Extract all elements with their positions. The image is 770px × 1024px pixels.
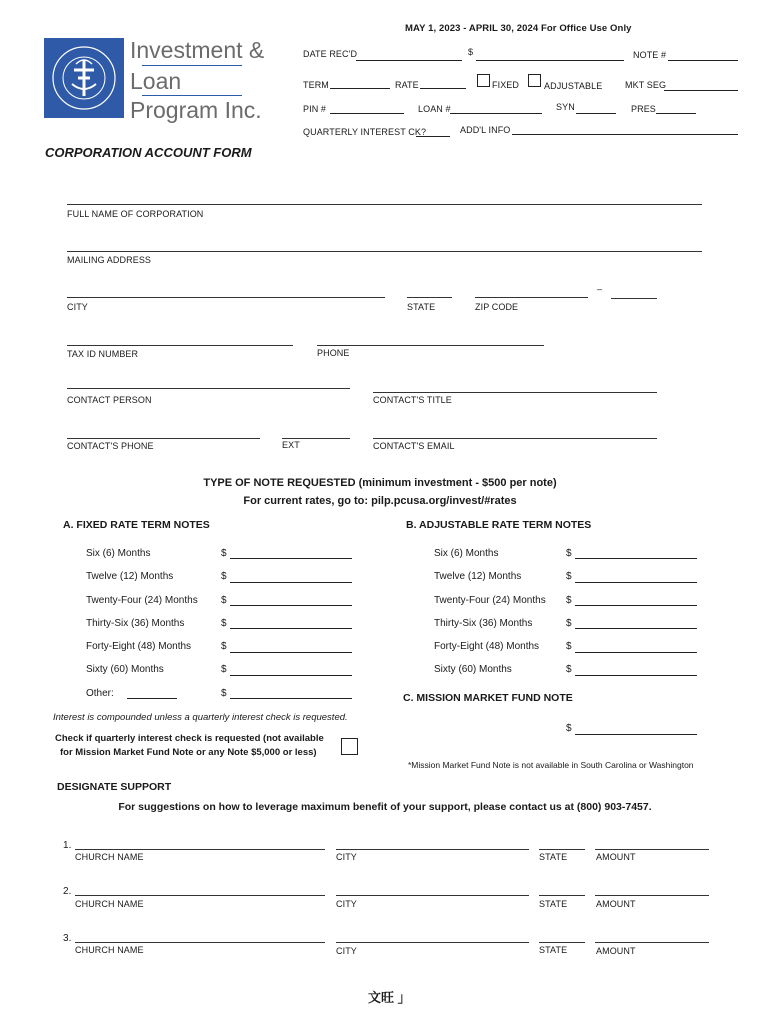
dollar-sign: $ [566,595,572,606]
contact-email-label: CONTACT'S EMAIL [373,441,455,451]
adjustable-term-label: Six (6) Months [434,548,499,559]
rate-label: RATE [395,80,419,90]
logo-line-program: Program Inc. [130,97,262,123]
church-state-label: STATE [539,852,568,862]
logo-divider [142,65,242,66]
corporation-name-label: FULL NAME OF CORPORATION [67,209,204,219]
city-label: CITY [67,302,88,312]
pin-field[interactable] [330,99,404,114]
contact-email-field[interactable] [373,424,657,439]
dollar-sign: $ [221,571,227,582]
loan-number-field[interactable] [450,99,542,114]
syn-field[interactable] [576,99,616,114]
church-city-label: CITY [336,946,357,956]
adjustable-term-label: Twenty-Four (24) Months [434,595,546,606]
phone-field[interactable] [317,331,544,346]
church-name-label: CHURCH NAME [75,899,144,909]
mission-market-footnote: *Mission Market Fund Note is not available in South Carolina or Washington [408,760,694,770]
church-amount-label: AMOUNT [596,899,636,909]
contact-phone-label: CONTACT'S PHONE [67,441,154,451]
fixed-other-amount[interactable] [230,684,352,699]
zip-dash: _ [597,280,603,290]
office-use-header: MAY 1, 2023 - APRIL 30, 2024 For Office Use Only [405,23,632,34]
adjustable-36-month-amount[interactable] [575,614,697,629]
dollar-sign: $ [221,595,227,606]
form-title: CORPORATION ACCOUNT FORM [45,145,252,160]
dollar-sign: $ [566,664,572,675]
note-number-label: NOTE # [633,50,667,60]
support-2-state-field[interactable] [539,881,585,896]
office-amount-field[interactable] [476,46,624,61]
zip-code-label: ZIP CODE [475,302,519,312]
state-field[interactable] [407,283,452,298]
support-1-state-field[interactable] [539,835,585,850]
pcusa-seal-logo [44,38,124,118]
contact-phone-field[interactable] [67,424,260,439]
support-1-amount-field[interactable] [595,835,709,850]
designate-support-heading: DESIGNATE SUPPORT [57,781,172,793]
mailing-address-field[interactable] [67,237,702,252]
footer-mark: 文旺 」 [368,990,411,1005]
adjustable-48-month-amount[interactable] [575,638,697,653]
corporation-name-field[interactable] [67,190,702,205]
dollar-sign: $ [221,688,227,699]
fixed-48-month-amount[interactable] [230,638,352,653]
term-label: TERM [303,80,329,90]
fixed-60-month-amount[interactable] [230,661,352,676]
fixed-term-label: Twelve (12) Months [86,571,174,582]
dollar-sign: $ [566,548,572,559]
church-state-label: STATE [539,945,568,955]
extension-label: EXT [282,440,300,450]
rate-field[interactable] [420,74,466,89]
adjustable-24-month-amount[interactable] [575,591,697,606]
fixed-label: FIXED [492,80,520,90]
support-3-church-field[interactable] [75,928,325,943]
dollar-sign: $ [566,723,572,734]
dollar-sign: $ [566,618,572,629]
extension-field[interactable] [282,424,350,439]
support-3-city-field[interactable] [336,928,529,943]
contact-person-label: CONTACT PERSON [67,395,152,405]
adjustable-term-label: Forty-Eight (48) Months [434,641,540,652]
pres-label: PRES [631,104,656,114]
church-name-label: CHURCH NAME [75,852,144,862]
adjustable-term-label: Twelve (12) Months [434,571,522,582]
note-number-field[interactable] [668,46,738,61]
phone-label: PHONE [317,348,350,358]
office-dollar-sign: $ [468,47,474,57]
pres-field[interactable] [656,99,696,114]
fixed-term-label: Six (6) Months [86,548,151,559]
city-field[interactable] [67,283,385,298]
fixed-term-label: Sixty (60) Months [86,664,164,675]
fixed-12-month-amount[interactable] [230,568,352,583]
fixed-6-month-amount[interactable] [230,544,352,559]
support-row-number: 1. [63,840,72,851]
support-suggestion-text: For suggestions on how to leverage maximum benefit of your support, please contact us at (800) 903-7457. [118,801,652,813]
dollar-sign: $ [221,664,227,675]
dollar-sign: $ [566,641,572,652]
interest-compounded-note: Interest is compounded unless a quarterly interest check is requested. [53,712,348,723]
date-recd-field[interactable] [356,46,462,61]
adjustable-label: ADJUSTABLE [544,81,603,91]
support-2-city-field[interactable] [336,881,529,896]
church-city-label: CITY [336,899,357,909]
mkt-seg-field[interactable] [664,76,738,91]
adjustable-60-month-amount[interactable] [575,661,697,676]
church-name-label: CHURCH NAME [75,945,144,955]
fixed-24-month-amount[interactable] [230,591,352,606]
state-label: STATE [407,302,436,312]
pin-label: PIN # [303,104,327,114]
adjustable-checkbox[interactable] [528,74,541,87]
church-amount-label: AMOUNT [596,946,636,956]
support-3-state-field[interactable] [539,928,585,943]
fixed-term-label: Thirty-Six (36) Months [86,618,185,629]
mission-market-amount[interactable] [575,720,697,735]
tax-id-field[interactable] [67,331,293,346]
seal-emblem-icon [44,38,124,118]
support-2-church-field[interactable] [75,881,325,896]
fixed-term-label: Twenty-Four (24) Months [86,595,198,606]
fixed-checkbox[interactable] [477,74,490,87]
rates-link-line[interactable]: For current rates, go to: pilp.pcusa.org/invest/#rates [243,495,517,507]
note-type-heading: TYPE OF NOTE REQUESTED (minimum investment - $500 per note) [203,477,557,489]
quarterly-interest-ck-field[interactable] [416,122,450,137]
adjustable-term-label: Sixty (60) Months [434,664,512,675]
church-city-label: CITY [336,852,357,862]
fixed-other-label: Other: [86,688,114,699]
mission-market-heading: C. MISSION MARKET FUND NOTE [403,692,573,704]
quarterly-interest-ck-label: QUARTERLY INTEREST CK? [303,127,427,137]
adjustable-12-month-amount[interactable] [575,568,697,583]
zip-plus4-field[interactable] [611,284,657,299]
mailing-address-label: MAILING ADDRESS [67,255,152,265]
support-row-number: 2. [63,886,72,897]
support-3-amount-field[interactable] [595,928,709,943]
fixed-rate-heading: A. FIXED RATE TERM NOTES [63,519,210,531]
support-1-city-field[interactable] [336,835,529,850]
contact-person-field[interactable] [67,374,350,389]
support-1-church-field[interactable] [75,835,325,850]
dollar-sign: $ [566,571,572,582]
support-row-number: 3. [63,933,72,944]
support-2-amount-field[interactable] [595,881,709,896]
adjustable-6-month-amount[interactable] [575,544,697,559]
fixed-36-month-amount[interactable] [230,614,352,629]
term-field[interactable] [330,74,390,89]
quarterly-interest-checkbox[interactable] [341,738,358,755]
mkt-seg-label: MKT SEG [625,80,667,90]
adjustable-term-label: Thirty-Six (36) Months [434,618,533,629]
fixed-other-term-field[interactable] [127,684,177,699]
adjustable-rate-heading: B. ADJUSTABLE RATE TERM NOTES [406,519,592,531]
church-state-label: STATE [539,899,568,909]
quarterly-check-text-line2: for Mission Market Fund Note or any Note $5,000 or less) [60,747,317,758]
syn-label: SYN [556,102,575,112]
addl-info-field[interactable] [512,120,738,135]
contact-title-field[interactable] [373,378,657,393]
zip-code-field[interactable] [475,283,588,298]
dollar-sign: $ [221,641,227,652]
date-recd-label: DATE REC'D [303,49,358,59]
dollar-sign: $ [221,548,227,559]
logo-line-investment: Investment & [130,37,265,63]
church-amount-label: AMOUNT [596,852,636,862]
addl-info-label: ADD'L INFO [460,125,511,135]
loan-number-label: LOAN # [418,104,451,114]
fixed-term-label: Forty-Eight (48) Months [86,641,192,652]
contact-title-label: CONTACT'S TITLE [373,395,452,405]
dollar-sign: $ [221,618,227,629]
tax-id-label: TAX ID NUMBER [67,349,139,359]
quarterly-check-text-line1: Check if quarterly interest check is requested (not available [55,733,324,744]
logo-line-loan: Loan [130,68,182,94]
